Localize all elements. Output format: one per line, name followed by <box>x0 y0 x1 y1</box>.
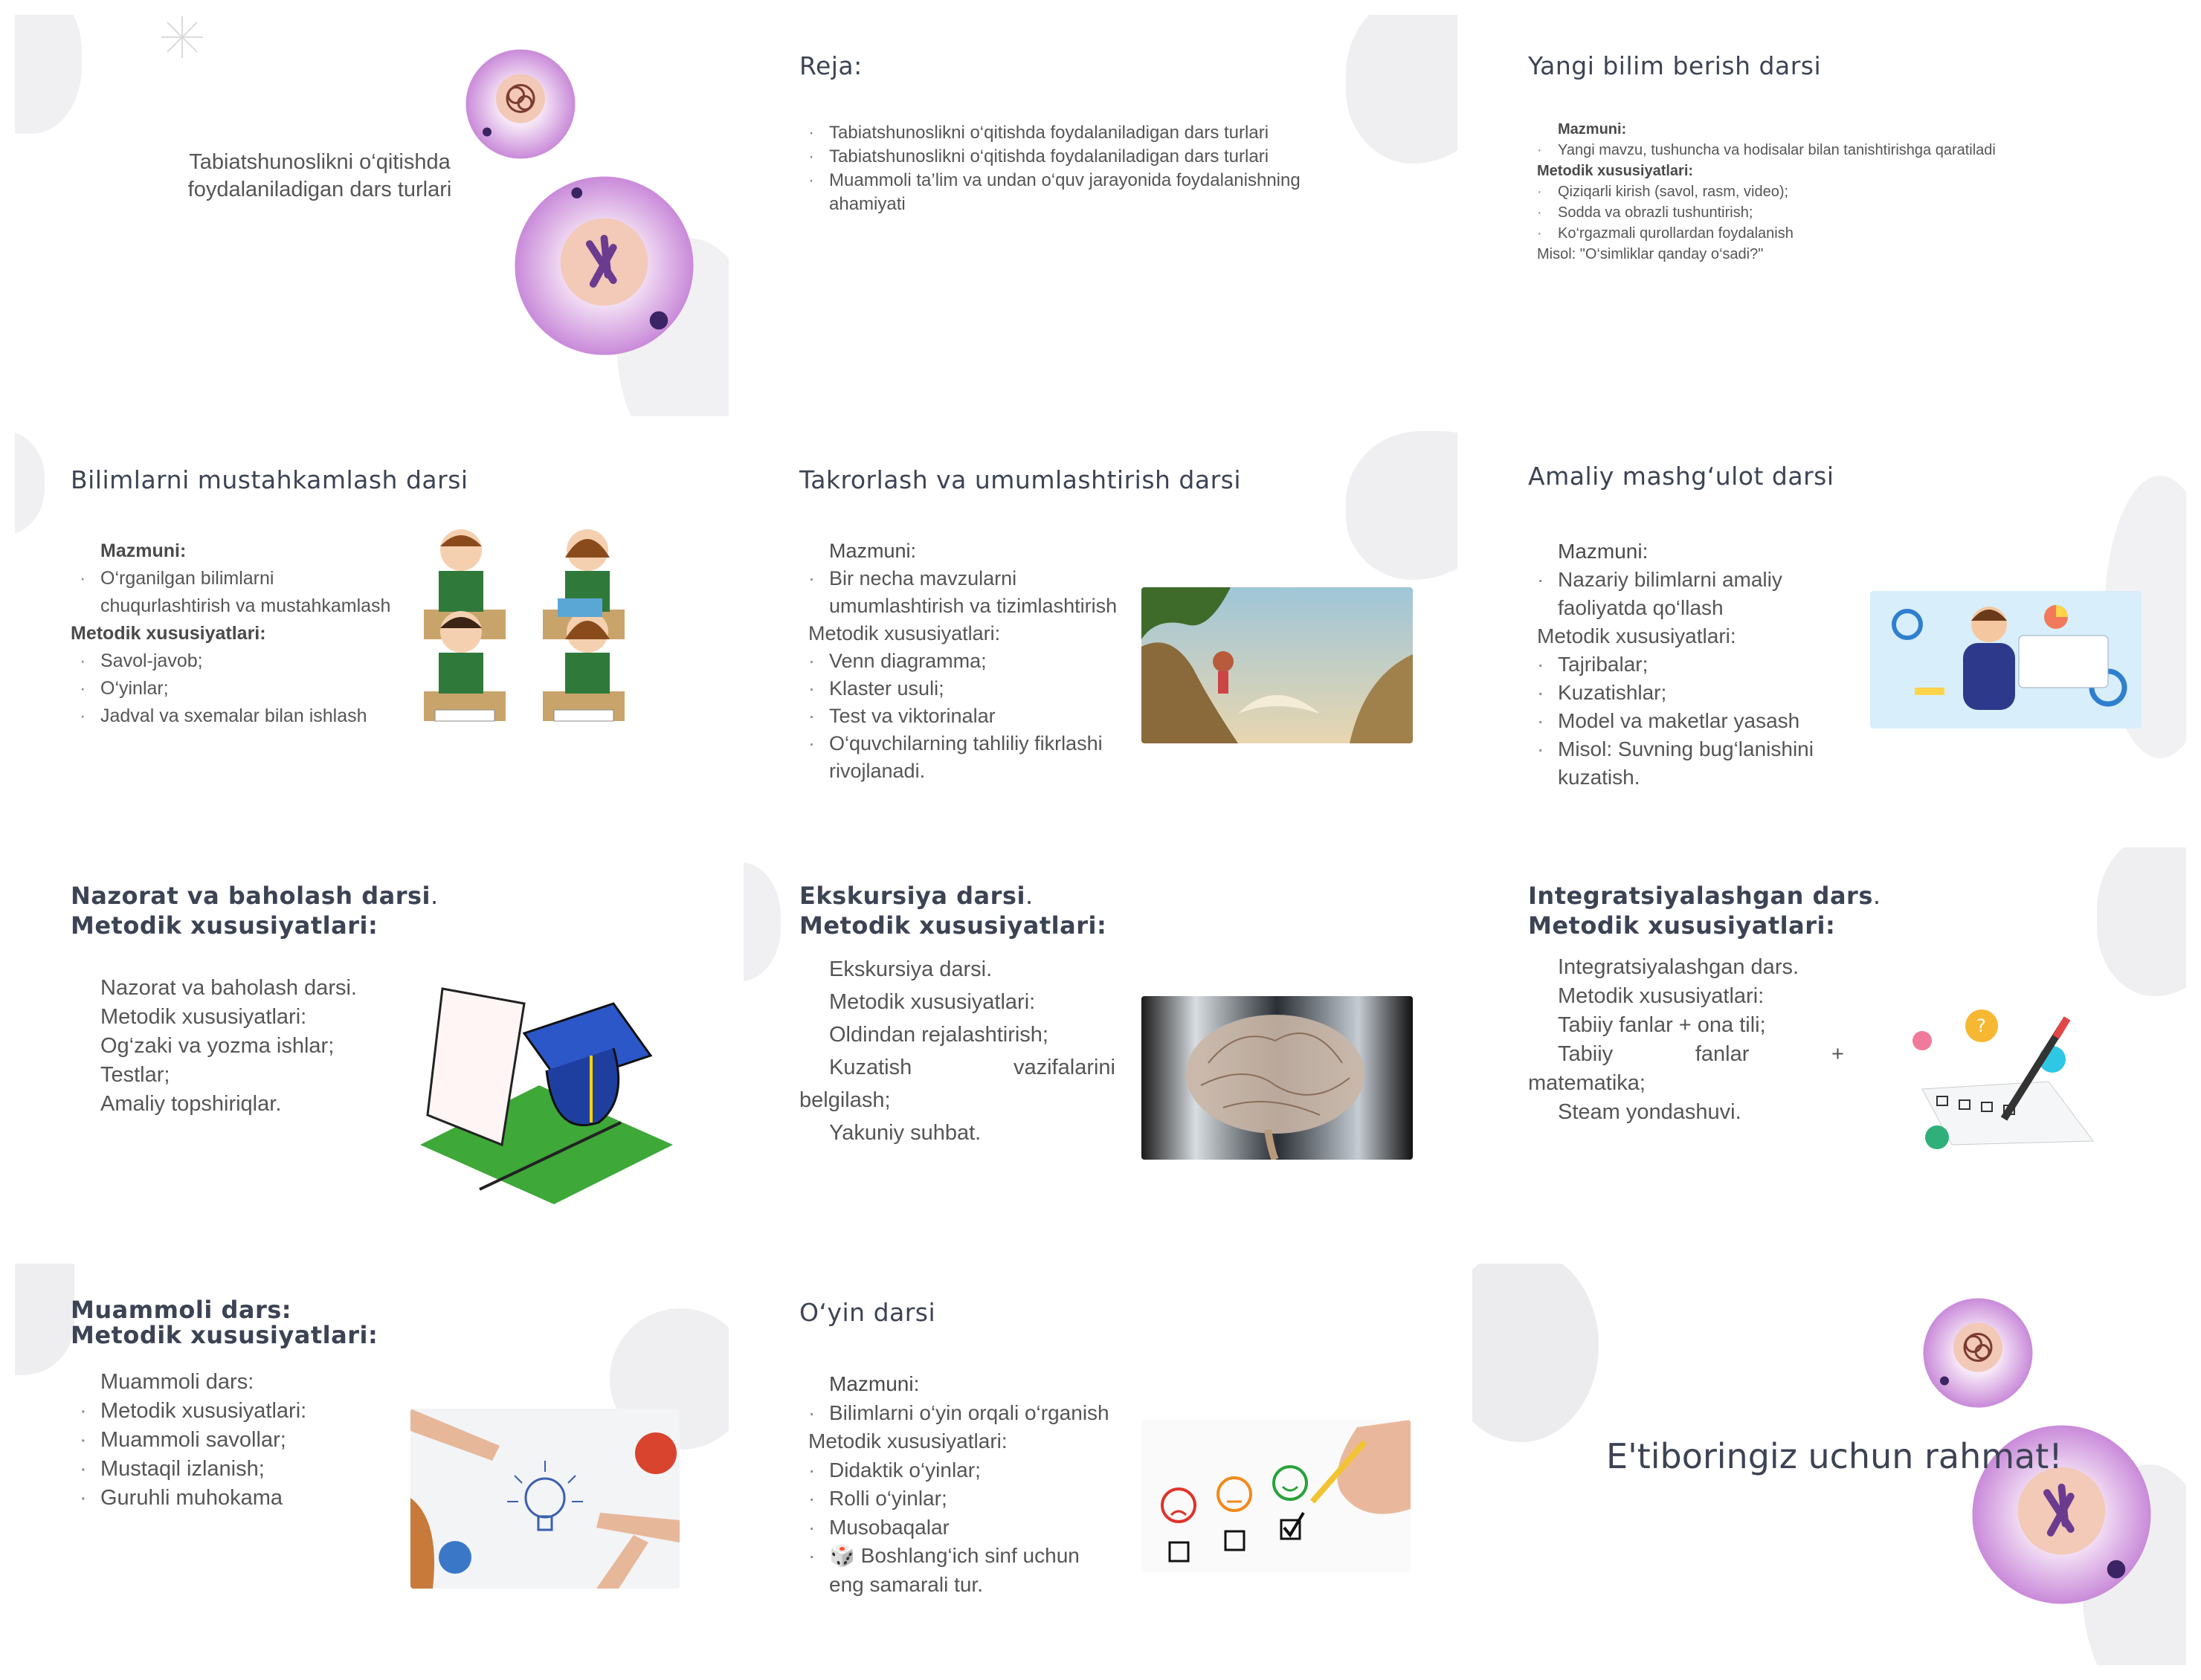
list-item: · Model va maketlar yasash <box>1528 707 1848 735</box>
slide-title <box>1528 881 1881 940</box>
title-line: Muammoli dars: <box>71 1296 292 1324</box>
list-item: · Mustaqil izlanish; <box>71 1455 398 1484</box>
slide-11-game[interactable] <box>744 1264 1457 1665</box>
brain-image <box>1141 996 1413 1160</box>
book-fantasy-image <box>1141 587 1413 743</box>
title-line: Metodik xususiyatlari: <box>799 911 1107 940</box>
slide-4-consolidation[interactable] <box>15 431 729 833</box>
list-item: · Guruhli muhokama <box>71 1484 398 1513</box>
slide-body <box>799 537 1119 785</box>
slide-12-thanks[interactable] <box>1472 1264 2186 1665</box>
body-line: Steam yondashuvi. <box>1558 1100 1741 1124</box>
list-item: · Didaktik o‘yinlar; <box>799 1456 1119 1485</box>
body-line: Metodik xususiyatlari: <box>829 990 1036 1014</box>
body-line: Tabiiy fanlar + matematika; <box>1528 1042 1844 1095</box>
cell-icon <box>465 48 576 160</box>
slide-body <box>71 537 398 730</box>
list-item: · Tabiatshunoslikni o‘qitishda foydalaniladigan dars turlari <box>799 145 1379 169</box>
checklist-illustration <box>1907 1007 2108 1156</box>
body-line: Nazorat va baholash darsi. <box>100 976 357 1000</box>
graduation-cap-illustration <box>413 974 677 1204</box>
slide-body <box>71 1368 398 1513</box>
slide-body <box>71 974 398 1119</box>
list-item: · O‘quvchilarning tahliliy fikrlashi rivojlanadi. <box>799 730 1119 785</box>
list-item: · O‘rganilgan bilimlarni chuqurlashtirish va mustahkamlash <box>71 565 398 620</box>
slide-body <box>799 1370 1119 1599</box>
list-item: · Venn diagramma; <box>799 647 1119 675</box>
slide-title: Amaliy mashg‘ulot darsi <box>1528 462 1834 491</box>
list-item: · Musobaqalar <box>799 1513 1119 1542</box>
slide-title <box>71 1297 378 1348</box>
list-item: · Bir necha mavzularni umumlashtirish va tizimlashtirish <box>799 565 1119 620</box>
list-item: · Bilimlarni o‘yin orqali o‘rganish <box>799 1399 1119 1428</box>
bg-blob <box>744 862 781 981</box>
lightbulb-hands-image <box>410 1409 680 1589</box>
slide-body <box>1528 119 2004 265</box>
list-item: · Rolli o‘yinlar; <box>799 1484 1119 1513</box>
list-item: · Tabiatshunoslikni o‘qitishda foydalaniladigan dars turlari <box>799 121 1379 145</box>
cell-icon <box>1922 1297 2034 1409</box>
slide-6-practical[interactable] <box>1472 431 2186 833</box>
list-item: · Nazariy bilimlarni amaliy faoliyatda qo‘llash <box>1528 566 1848 622</box>
method-label: Metodik xususiyatlari: <box>71 623 266 644</box>
list-item: · Misol: Suvning bug‘lanishini kuzatish. <box>1528 735 1848 792</box>
slide-8-excursion[interactable] <box>744 847 1457 1249</box>
slide-title: Bilimlarni mustahkamlash darsi <box>71 465 468 494</box>
bg-blob <box>15 15 82 134</box>
list-item: · Tajribalar; <box>1528 650 1848 679</box>
slide-9-integrated[interactable] <box>1472 847 2186 1249</box>
body-line: Testlar; <box>100 1063 170 1087</box>
bg-blob <box>2097 847 2186 996</box>
plan-list <box>799 121 1379 216</box>
title-line: Metodik xususiyatlari: <box>71 1321 378 1349</box>
bg-blob <box>15 1264 74 1375</box>
title-line: Metodik xususiyatlari: <box>1528 911 1836 940</box>
body-line: Og‘zaki va yozma ishlar; <box>100 1034 335 1058</box>
body-line: Amaliy topshiriqlar. <box>100 1092 282 1116</box>
method-label: Metodik xususiyatlari: <box>1537 624 1736 647</box>
analytics-illustration <box>1870 591 2142 728</box>
body-line: Kuzatish vazifalarini belgilash; <box>799 1056 1115 1112</box>
cell-icon <box>513 175 695 357</box>
slide-title: Takrorlash va umumlashtirish darsi <box>799 465 1242 494</box>
slide-title: Reja: <box>799 51 863 80</box>
slide-title: O‘yin darsi <box>799 1298 936 1327</box>
body-line: Integratsiyalashgan dars. <box>1558 955 1799 979</box>
slide-7-assessment[interactable] <box>15 847 729 1249</box>
students-illustration <box>416 528 639 751</box>
content-label: Mazmuni: <box>829 1372 920 1395</box>
title-line: Metodik xususiyatlari: <box>71 911 378 940</box>
title-line: Integratsiyalashgan dars <box>1528 882 1873 910</box>
slide-title <box>71 881 439 940</box>
body-line: Ekskursiya darsi. <box>829 957 993 981</box>
slide-3-new-knowledge[interactable] <box>1472 15 2186 416</box>
title-line: Ekskursiya darsi <box>799 882 1025 910</box>
method-label: Metodik xususiyatlari: <box>1537 163 1694 179</box>
svg-text:?: ? <box>1976 1015 1986 1036</box>
body-line: Metodik xususiyatlari: <box>100 1005 307 1029</box>
list-item: · Klaster usuli; <box>799 675 1119 702</box>
body-line: Tabiiy fanlar + ona tili; <box>1558 1013 1766 1037</box>
page-title: Tabiatshunoslikni o‘qitishda foydalaniladigan dars turlari <box>187 150 452 201</box>
list-item: · Sodda va obrazli tushuntirish; <box>1528 202 2004 223</box>
body-line: Oldindan rejalashtirish; <box>829 1023 1048 1047</box>
method-label: Metodik xususiyatlari: <box>808 622 1001 644</box>
example-text: Misol: "O‘simliklar qanday o‘sadi?" <box>1537 246 1764 262</box>
body-line: Yakuniy suhbat. <box>829 1121 982 1145</box>
content-label: Mazmuni: <box>1558 540 1649 563</box>
bg-blob <box>15 431 45 535</box>
smiley-checkbox-image <box>1141 1420 1411 1572</box>
thank-you-text: E'tiboringiz uchun rahmat! <box>1606 1436 2063 1476</box>
list-item: · Yangi mavzu, tushuncha va hodisalar bilan tanishtirishga qaratiladi <box>1528 140 2004 161</box>
slide-1-title[interactable] <box>15 15 729 416</box>
slide-2-plan[interactable] <box>744 15 1457 416</box>
list-item: · Jadval va sxemalar bilan ishlash <box>71 702 398 730</box>
list-item: · Muammoli ta’lim va undan o‘quv jarayonida foydalanishning ahamiyati <box>799 169 1379 216</box>
content-label: Mazmuni: <box>829 540 917 562</box>
list-item: · O‘yinlar; <box>71 675 398 702</box>
spark-icon <box>160 15 204 59</box>
slide-body <box>1528 537 1848 792</box>
slide-body <box>799 953 1115 1149</box>
list-item: · Muammoli savollar; <box>71 1426 398 1455</box>
list-item: · Kuzatishlar; <box>1528 679 1848 707</box>
body-line: Metodik xususiyatlari: <box>1558 984 1765 1008</box>
title-dot: . <box>430 882 439 910</box>
list-item: · Savol-javob; <box>71 647 398 675</box>
bg-blob <box>1346 431 1457 580</box>
slide-body <box>1528 953 1844 1127</box>
bg-blob <box>1472 1264 1599 1442</box>
slide-10-problem[interactable] <box>15 1264 729 1665</box>
content-label: Mazmuni: <box>1558 121 1627 138</box>
list-item: · Test va viktorinalar <box>799 702 1119 730</box>
list-item: · Qiziqarli kirish (savol, rasm, video); <box>1528 181 2004 202</box>
list-item: · Metodik xususiyatlari: <box>71 1397 398 1426</box>
content-label: Mazmuni: <box>100 540 187 561</box>
slide-5-review[interactable] <box>744 431 1457 833</box>
slide-title: Yangi bilim berish darsi <box>1528 51 1822 80</box>
slide-title <box>799 881 1106 940</box>
method-label: Metodik xususiyatlari: <box>808 1429 1008 1453</box>
title-line: Nazorat va baholash darsi <box>71 882 431 910</box>
list-item: · Ko‘rgazmali qurollardan foydalanish <box>1528 223 2004 244</box>
title-dot: . <box>1872 882 1881 910</box>
body-line: Muammoli dars: <box>100 1370 254 1394</box>
list-item: · 🎲 Boshlang‘ich sinf uchun eng samarali tur. <box>799 1542 1119 1599</box>
title-dot: . <box>1025 882 1034 910</box>
